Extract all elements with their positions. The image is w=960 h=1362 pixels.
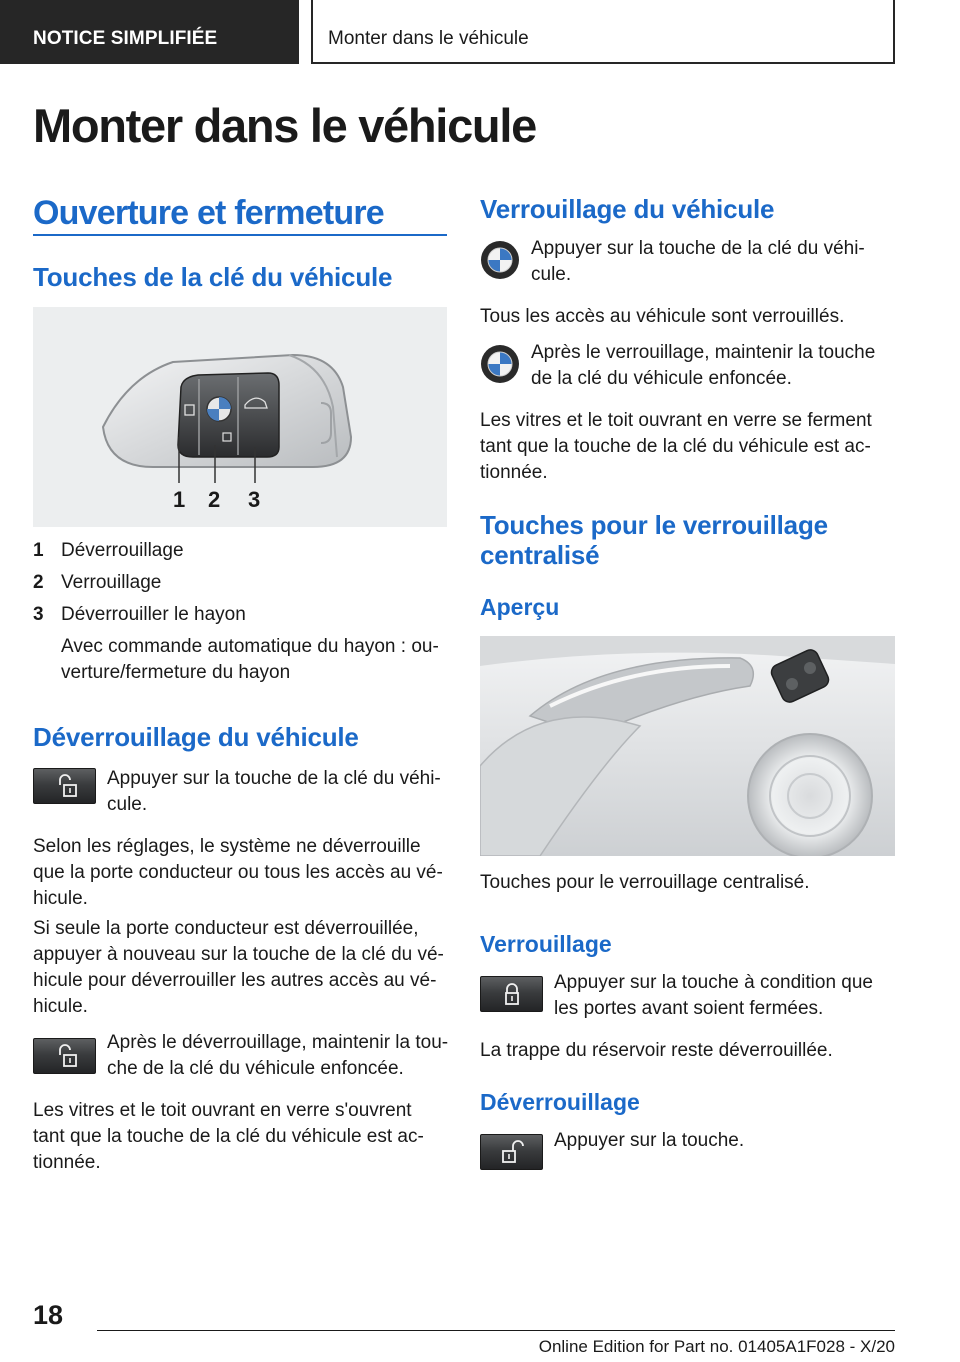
callout-1: 1 [173,487,186,512]
locking-text: Appuyer sur la touche à condition que [554,972,873,993]
list-note-line: verture/fermeture du hayon [61,662,291,683]
page-title: Monter dans le véhicule [33,99,536,152]
bmw-logo-icon [480,240,520,280]
unlocking-text: Appuyer sur la touche. [554,1130,745,1151]
unlock-hold-text: Après le déverrouillage, maintenir la tou- [107,1032,449,1053]
page-number: 18 [33,1300,64,1330]
bmw-logo-icon [480,344,520,384]
list-item-label: Déverrouiller le hayon [61,604,246,625]
list-item-label: Verrouillage [61,572,162,593]
list-item [33,570,447,602]
body-text: Si seule la porte conducteur est déverrouillée, [33,918,419,939]
locking-text: les portes avant soient fermées. [554,998,824,1019]
key-fob-image [33,307,447,527]
lock-hold-text: Après le verrouillage, maintenir la touche [531,342,876,363]
list-item [33,602,447,634]
unlock-text: cule. [107,794,148,815]
header-chapter-label: Monter dans le véhicule [328,28,529,49]
unlock-button-icon [33,768,96,804]
section-divider [33,234,447,236]
unlock-hold-text: che de la clé du véhicule enfoncée. [107,1058,404,1079]
body-text: tionnée. [33,1152,101,1173]
subheading-unlock: Déverrouillage du véhicule [33,722,359,752]
body-text: tant que la touche de la clé du véhicule est ac- [480,436,871,457]
unlock-text: Appuyer sur la touche de la clé du véhi- [107,768,441,789]
lock-text: cule. [531,264,572,285]
list-item [33,538,447,570]
body-text: Les vitres et le toit ouvrant en verre s'ouvrent [33,1100,412,1121]
footer-edition: Online Edition for Part no. 01405A1F028 - X/20 [538,1337,895,1356]
list-item-number: 1 [33,540,44,561]
body-text: Selon les réglages, le système ne déverrouille [33,836,421,857]
body-text: La trappe du réservoir reste déverrouillée. [480,1040,833,1061]
body-text: hicule. [33,888,88,909]
body-text: hicule pour déverrouiller les autres accès au vé- [33,970,437,991]
door-image-caption: Touches pour le verrouillage centralisé. [480,872,810,893]
section-heading-opening: Ouverture et fermeture [33,194,384,232]
body-text: tionnée. [480,462,548,483]
footer-divider [97,1330,895,1331]
body-text: Tous les accès au véhicule sont verrouillés. [480,306,845,327]
lock-hold-text: de la clé du véhicule enfoncée. [531,368,792,389]
list-item-label: Déverrouillage [61,540,184,561]
subheading-key-buttons: Touches de la clé du véhicule [33,262,393,292]
door-panel-image [480,636,895,856]
header-section-tab [0,0,299,64]
lock-text: Appuyer sur la touche de la clé du véhi- [531,238,865,259]
subheading-central-locking: centralisé [480,540,600,570]
list-item-number: 2 [33,572,44,593]
lock-button-icon [480,976,543,1012]
subheading-central-locking: Touches pour le verrouillage [480,510,828,540]
callout-2: 2 [208,487,221,512]
body-text: tant que la touche de la clé du véhicule est ac- [33,1126,424,1147]
body-text: Les vitres et le toit ouvrant en verre se ferment [480,410,872,431]
list-note-line: Avec commande automatique du hayon : ou- [61,636,439,657]
subheading-lock: Verrouillage du véhicule [480,194,775,224]
key-button-list [33,538,447,634]
header-section-label: NOTICE SIMPLIFIÉE [33,28,218,49]
subheading-unlocking: Déverrouillage [480,1089,640,1115]
unlock-button-icon [480,1134,543,1170]
subheading-locking: Verrouillage [480,931,612,957]
subheading-overview: Aperçu [480,594,560,620]
body-text: que la porte conducteur ou tous les accès au vé- [33,862,443,883]
list-item-number: 3 [33,604,44,625]
body-text: hicule. [33,996,88,1017]
body-text: appuyer à nouveau sur la touche de la clé du vé- [33,944,444,965]
unlock-button-icon [33,1038,96,1074]
callout-3: 3 [248,487,261,512]
header-chapter-tab [311,0,895,64]
